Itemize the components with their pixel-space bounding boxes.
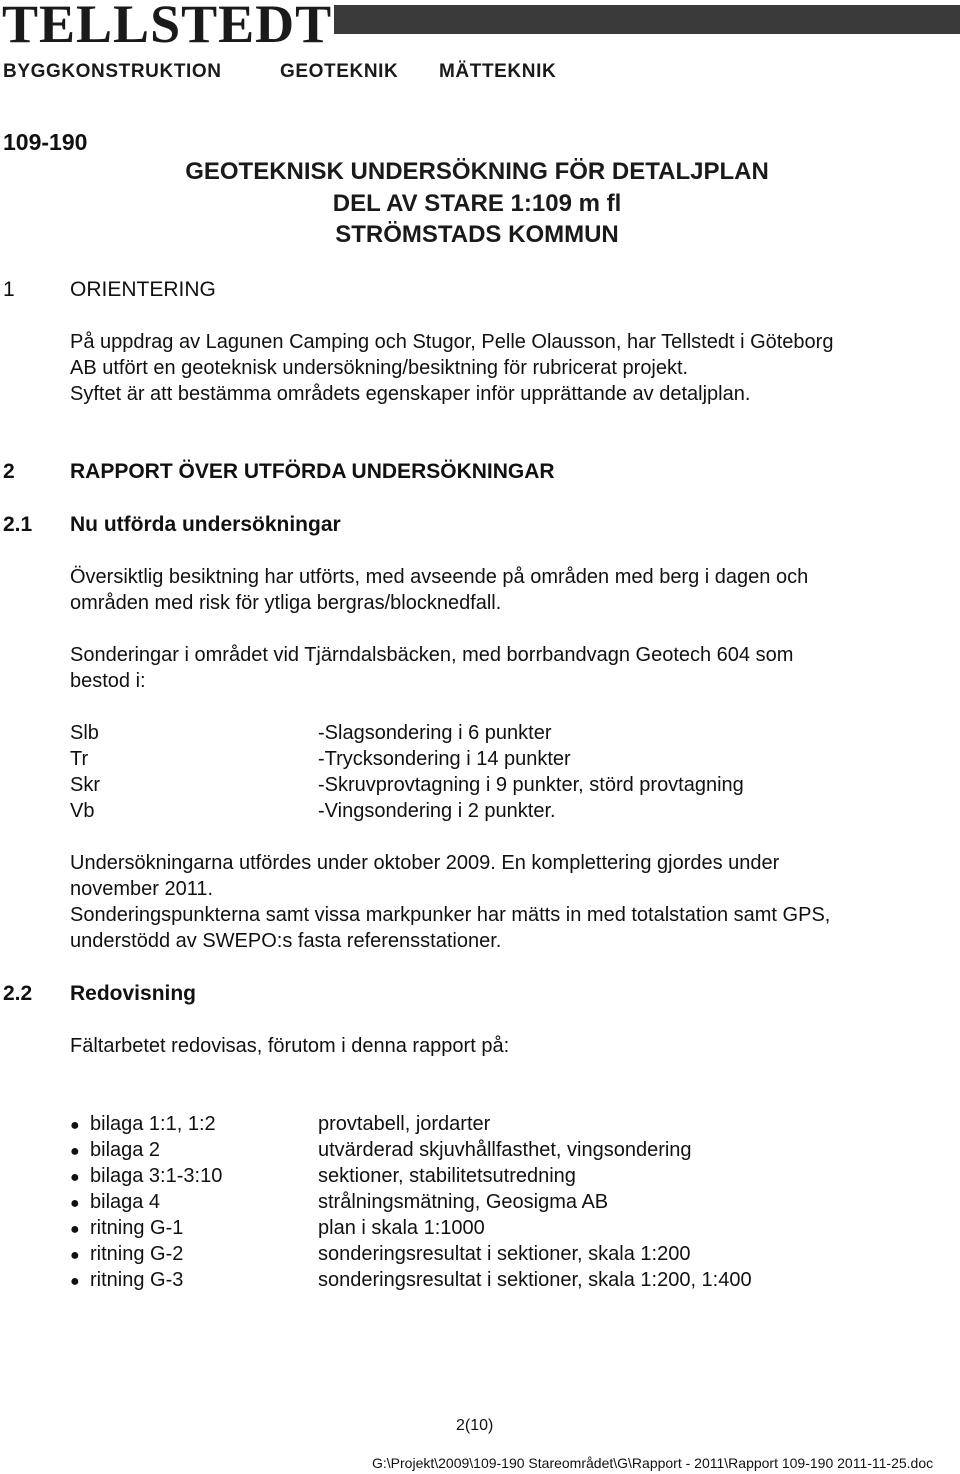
inspection-paragraph-line1: Översiktlig besiktning har utförts, med avseende på områden med berg i dagen och	[70, 566, 809, 588]
drawing-reference: ritning G-3	[90, 1269, 184, 1291]
logo-subtitle-geotechnics: GEOTEKNIK	[280, 61, 399, 82]
drawing-reference: ritning G-2	[90, 1243, 184, 1265]
section-1-paragraph-line1: På uppdrag av Lagunen Camping och Stugor, Pelle Olausson, har Tellstedt i Göteborg	[70, 331, 834, 353]
presentation-intro: Fältarbetet redovisas, förutom i denna rapport på:	[70, 1035, 510, 1057]
section-2-2-title: Redovisning	[70, 982, 197, 1005]
method-code: Slb	[70, 722, 99, 744]
section-1-paragraph-line3: Syftet är att bestämma områdets egenskaper inför upprättande av detaljplan.	[70, 383, 751, 405]
appendix-description: strålningsmätning, Geosigma AB	[318, 1191, 609, 1213]
method-code: Vb	[70, 800, 95, 822]
bullet-icon: ●	[70, 1117, 80, 1134]
appendix-reference: bilaga 4	[90, 1191, 161, 1213]
timing-paragraph-line1: Undersökningarna utfördes under oktober 2009. En komplettering gjordes under	[70, 852, 780, 874]
appendix-reference: bilaga 3:1-3:10	[90, 1165, 223, 1187]
drawing-description: sonderingsresultat i sektioner, skala 1:200, 1:400	[318, 1269, 752, 1291]
appendix-description: sektioner, stabilitetsutredning	[318, 1165, 576, 1187]
section-2-title: RAPPORT ÖVER UTFÖRDA UNDERSÖKNINGAR	[70, 460, 555, 483]
method-description: -Vingsondering i 2 punkter.	[318, 800, 556, 822]
file-path: G:\Projekt\2009\109-190 Stareområdet\G\Rapport - 2011\Rapport 109-190 2011-11-25.doc	[372, 1455, 934, 1471]
drawing-reference: ritning G-1	[90, 1217, 184, 1239]
logo-subtitle-construction: BYGGKONSTRUKTION	[3, 61, 222, 82]
section-1-paragraph-line2: AB utfört en geoteknisk undersökning/besiktning för rubricerat projekt.	[70, 357, 689, 379]
document-title-line3: STRÖMSTADS KOMMUN	[335, 221, 619, 248]
timing-paragraph-line2: november 2011.	[70, 878, 214, 900]
section-2-1-number: 2.1	[3, 513, 33, 536]
survey-paragraph-line1: Sonderingspunkterna samt vissa markpunker har mätts in med totalstation samt GPS,	[70, 904, 831, 926]
document-title-line1: GEOTEKNISK UNDERSÖKNING FÖR DETALJPLAN	[185, 158, 769, 185]
section-1-title: ORIENTERING	[70, 278, 216, 301]
bullet-icon: ●	[70, 1273, 80, 1290]
drawing-description: plan i skala 1:1000	[318, 1217, 485, 1239]
project-number: 109-190	[3, 129, 88, 155]
bullet-icon: ●	[70, 1143, 80, 1160]
method-description: -Skruvprovtagning i 9 punkter, störd provtagning	[318, 774, 744, 796]
soundings-paragraph-line2: bestod i:	[70, 670, 146, 692]
bullet-icon: ●	[70, 1221, 80, 1238]
logo-subtitle-surveying: MÄTTEKNIK	[439, 61, 557, 82]
method-description: -Slagsondering i 6 punkter	[318, 722, 552, 744]
bullet-icon: ●	[70, 1195, 80, 1212]
appendix-reference: bilaga 1:1, 1:2	[90, 1113, 216, 1135]
bullet-icon: ●	[70, 1247, 80, 1264]
document-title-line2: DEL AV STARE 1:109 m fl	[332, 190, 622, 217]
inspection-paragraph-line2: områden med risk för ytliga bergras/blocknedfall.	[70, 592, 502, 614]
appendix-description: utvärderad skjuvhållfasthet, vingsondering	[318, 1139, 692, 1161]
method-description: -Trycksondering i 14 punkter	[318, 748, 571, 770]
method-code: Tr	[70, 748, 89, 770]
appendix-reference: bilaga 2	[90, 1139, 161, 1161]
bullet-icon: ●	[70, 1169, 80, 1186]
drawing-description: sonderingsresultat i sektioner, skala 1:200	[318, 1243, 691, 1265]
section-2-2-number: 2.2	[3, 982, 33, 1005]
appendix-description: provtabell, jordarter	[318, 1113, 491, 1135]
method-code: Skr	[70, 774, 100, 796]
soundings-paragraph-line1: Sonderingar i området vid Tjärndalsbäcken, med borrbandvagn Geotech 604 som	[70, 644, 794, 666]
section-2-number: 2	[3, 460, 15, 483]
logo-bar	[334, 5, 960, 34]
company-logo: TELLSTEDT	[2, 0, 333, 54]
page-number: 2(10)	[456, 1417, 494, 1434]
section-2-1-title: Nu utförda undersökningar	[70, 513, 341, 536]
section-1-number: 1	[3, 278, 15, 301]
survey-paragraph-line2: understödd av SWEPO:s fasta referensstationer.	[70, 930, 502, 952]
